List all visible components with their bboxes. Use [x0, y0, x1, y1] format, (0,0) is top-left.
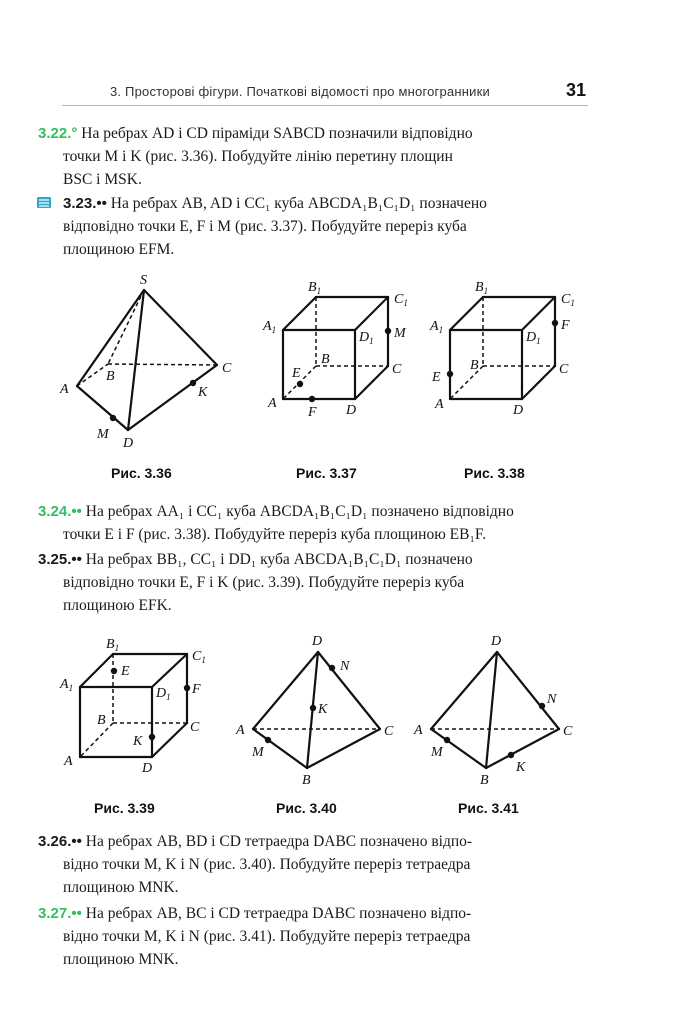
label-B: B: [302, 773, 311, 788]
label-E: E: [432, 370, 441, 385]
figure-3-37: [262, 275, 420, 425]
label-C: C: [190, 720, 200, 735]
task-number: 3.22.: [38, 125, 72, 142]
task-line: площиною MNK.: [63, 951, 179, 968]
task-line: відповідно точки E, F і M (рис. 3.37). Побудуйте переріз куба: [63, 218, 467, 235]
label-E: E: [292, 366, 301, 381]
label-A: A: [60, 382, 69, 397]
label-D: D: [491, 634, 502, 649]
task-line: площиною MNK.: [63, 879, 179, 896]
caption-3-36: Рис. 3.36: [111, 465, 172, 481]
label-S: S: [140, 273, 147, 288]
label-A1: $A_1$: [60, 677, 74, 693]
figure-3-41: [410, 628, 590, 788]
label-A: A: [414, 723, 423, 738]
page-header: [62, 80, 588, 106]
label-K: K: [318, 702, 328, 717]
label-C: C: [222, 361, 232, 376]
caption-3-37: Рис. 3.37: [296, 465, 357, 481]
label-K: K: [133, 734, 143, 749]
task-line: На ребрах AB, AD і CC₁ куба ABCDA₁B₁C₁D₁ позначено: [110, 195, 487, 212]
label-D: D: [513, 403, 524, 418]
task-line: На ребрах AD і CD піраміди SABCD позначили відповідно: [81, 125, 473, 142]
task-number: 3.26.: [38, 833, 72, 850]
label-F: F: [192, 682, 201, 697]
label-B: B: [106, 369, 115, 384]
label-A1: $A_1$: [430, 319, 444, 335]
task-3-24: 3.24.•• На ребрах AA₁ і CC₁ куба ABCDA₁B₁C₁D₁ позначено відповідно точки E і F (рис. 3.38). Побудуйте переріз куба площиною EB₁F.: [38, 500, 590, 546]
task-line: площиною EFM.: [63, 241, 175, 258]
label-K: K: [516, 760, 526, 775]
label-A: A: [64, 754, 73, 769]
caption-3-39: Рис. 3.39: [94, 800, 155, 816]
label-K: K: [198, 385, 208, 400]
label-A: A: [236, 723, 245, 738]
task-line: відно точки M, K і N (рис. 3.41). Побудуйте переріз тетраедра: [63, 928, 471, 945]
label-A1: $A_1$: [263, 319, 277, 335]
task-line: На ребрах AB, BD і CD тетраедра DABC позначено відпо-: [85, 833, 473, 850]
task-line: точки E і F (рис. 3.38). Побудуйте переріз куба площиною EB₁F.: [63, 526, 487, 543]
label-C1: $C_1$: [394, 292, 408, 308]
label-M: M: [431, 745, 443, 760]
label-D: D: [142, 761, 153, 776]
task-number: 3.23.: [63, 195, 97, 212]
task-line: На ребрах AB, BC і CD тетраедра DABC позначено відпо-: [85, 905, 472, 922]
figure-3-38: [428, 275, 590, 425]
label-C1: $C_1$: [192, 649, 206, 665]
task-line: відповідно точки E, F і K (рис. 3.39). Побудуйте переріз куба: [63, 574, 465, 591]
task-3-25: 3.25.•• На ребрах BB₁, CC₁ і DD₁ куба ABCDA₁B₁C₁D₁ позначено відповідно точки E, F і K (рис. 3.39). Побудуйте переріз куба площиною EFK.: [38, 548, 590, 617]
label-A: A: [435, 397, 444, 412]
label-D: D: [123, 436, 134, 451]
label-D1: $D_1$: [359, 330, 374, 346]
caption-3-38: Рис. 3.38: [464, 465, 525, 481]
page-number: 31: [565, 80, 586, 100]
label-N: N: [547, 692, 557, 707]
label-F: F: [561, 318, 570, 333]
header-rule: [62, 105, 588, 106]
task-line: На ребрах BB₁, CC₁ і DD₁ куба ABCDA₁B₁C₁D₁ позначено: [85, 551, 473, 568]
task-line: точки M і K (рис. 3.36). Побудуйте лінію перетину площин: [63, 148, 453, 165]
label-N: N: [340, 659, 350, 674]
task-3-26: 3.26.•• На ребрах AB, BD і CD тетраедра DABC позначено відпо- відно точки M, K і N (рис. 3.40). Побудуйте переріз тетраедра площиною MNK.: [38, 830, 590, 899]
label-D: D: [312, 634, 323, 649]
figure-3-39: [55, 630, 215, 780]
label-B: B: [470, 358, 479, 373]
label-F: F: [308, 405, 317, 420]
label-M: M: [394, 326, 406, 341]
label-B1: $B_1$: [475, 280, 489, 296]
label-E: E: [121, 664, 130, 679]
label-C: C: [392, 362, 402, 377]
label-C: C: [563, 724, 573, 739]
label-D1: $D_1$: [156, 686, 171, 702]
label-B: B: [321, 352, 330, 367]
caption-3-40: Рис. 3.40: [276, 800, 337, 816]
label-M: M: [97, 427, 109, 442]
label-C: C: [559, 362, 569, 377]
figure-3-40: [228, 628, 410, 788]
task-line: На ребрах AA₁ і CC₁ куба ABCDA₁B₁C₁D₁ позначено відповідно: [85, 503, 514, 520]
task-3-23: 3.23.•• На ребрах AB, AD і CC₁ куба ABCDA₁B₁C₁D₁ позначено відповідно точки E, F і M (рис. 3.37). Побудуйте переріз куба площиною EFM.: [38, 192, 590, 261]
task-number: 3.24.: [38, 503, 72, 520]
label-A: A: [268, 396, 277, 411]
task-3-27: 3.27.•• На ребрах AB, BC і CD тетраедра DABC позначено відпо- відно точки M, K і N (рис. 3.41). Побудуйте переріз тетраедра площиною MNK.: [38, 902, 590, 971]
running-title: 3. Просторові фігури. Початкові відомості про многогранники: [110, 84, 490, 99]
task-number: 3.25.: [38, 551, 72, 568]
label-B: B: [97, 713, 106, 728]
book-icon: [36, 196, 52, 210]
label-D1: $D_1$: [526, 330, 541, 346]
task-line: BSC і MSK.: [63, 171, 142, 188]
figure-3-36: [55, 268, 245, 453]
task-3-22: 3.22.° На ребрах AD і CD піраміди SABCD позначили відповідно точки M і K (рис. 3.36). Побудуйте лінію перетину площин BSC і MSK.: [38, 122, 590, 191]
task-line: відно точки M, K і N (рис. 3.40). Побудуйте переріз тетраедра: [63, 856, 471, 873]
label-B: B: [480, 773, 489, 788]
label-B1: $B_1$: [106, 637, 120, 653]
label-C: C: [384, 724, 394, 739]
label-B1: $B_1$: [308, 280, 322, 296]
caption-3-41: Рис. 3.41: [458, 800, 519, 816]
task-line: площиною EFK.: [63, 597, 172, 614]
label-D: D: [346, 403, 357, 418]
label-M: M: [252, 745, 264, 760]
label-C1: $C_1$: [561, 292, 575, 308]
task-number: 3.27.: [38, 905, 72, 922]
